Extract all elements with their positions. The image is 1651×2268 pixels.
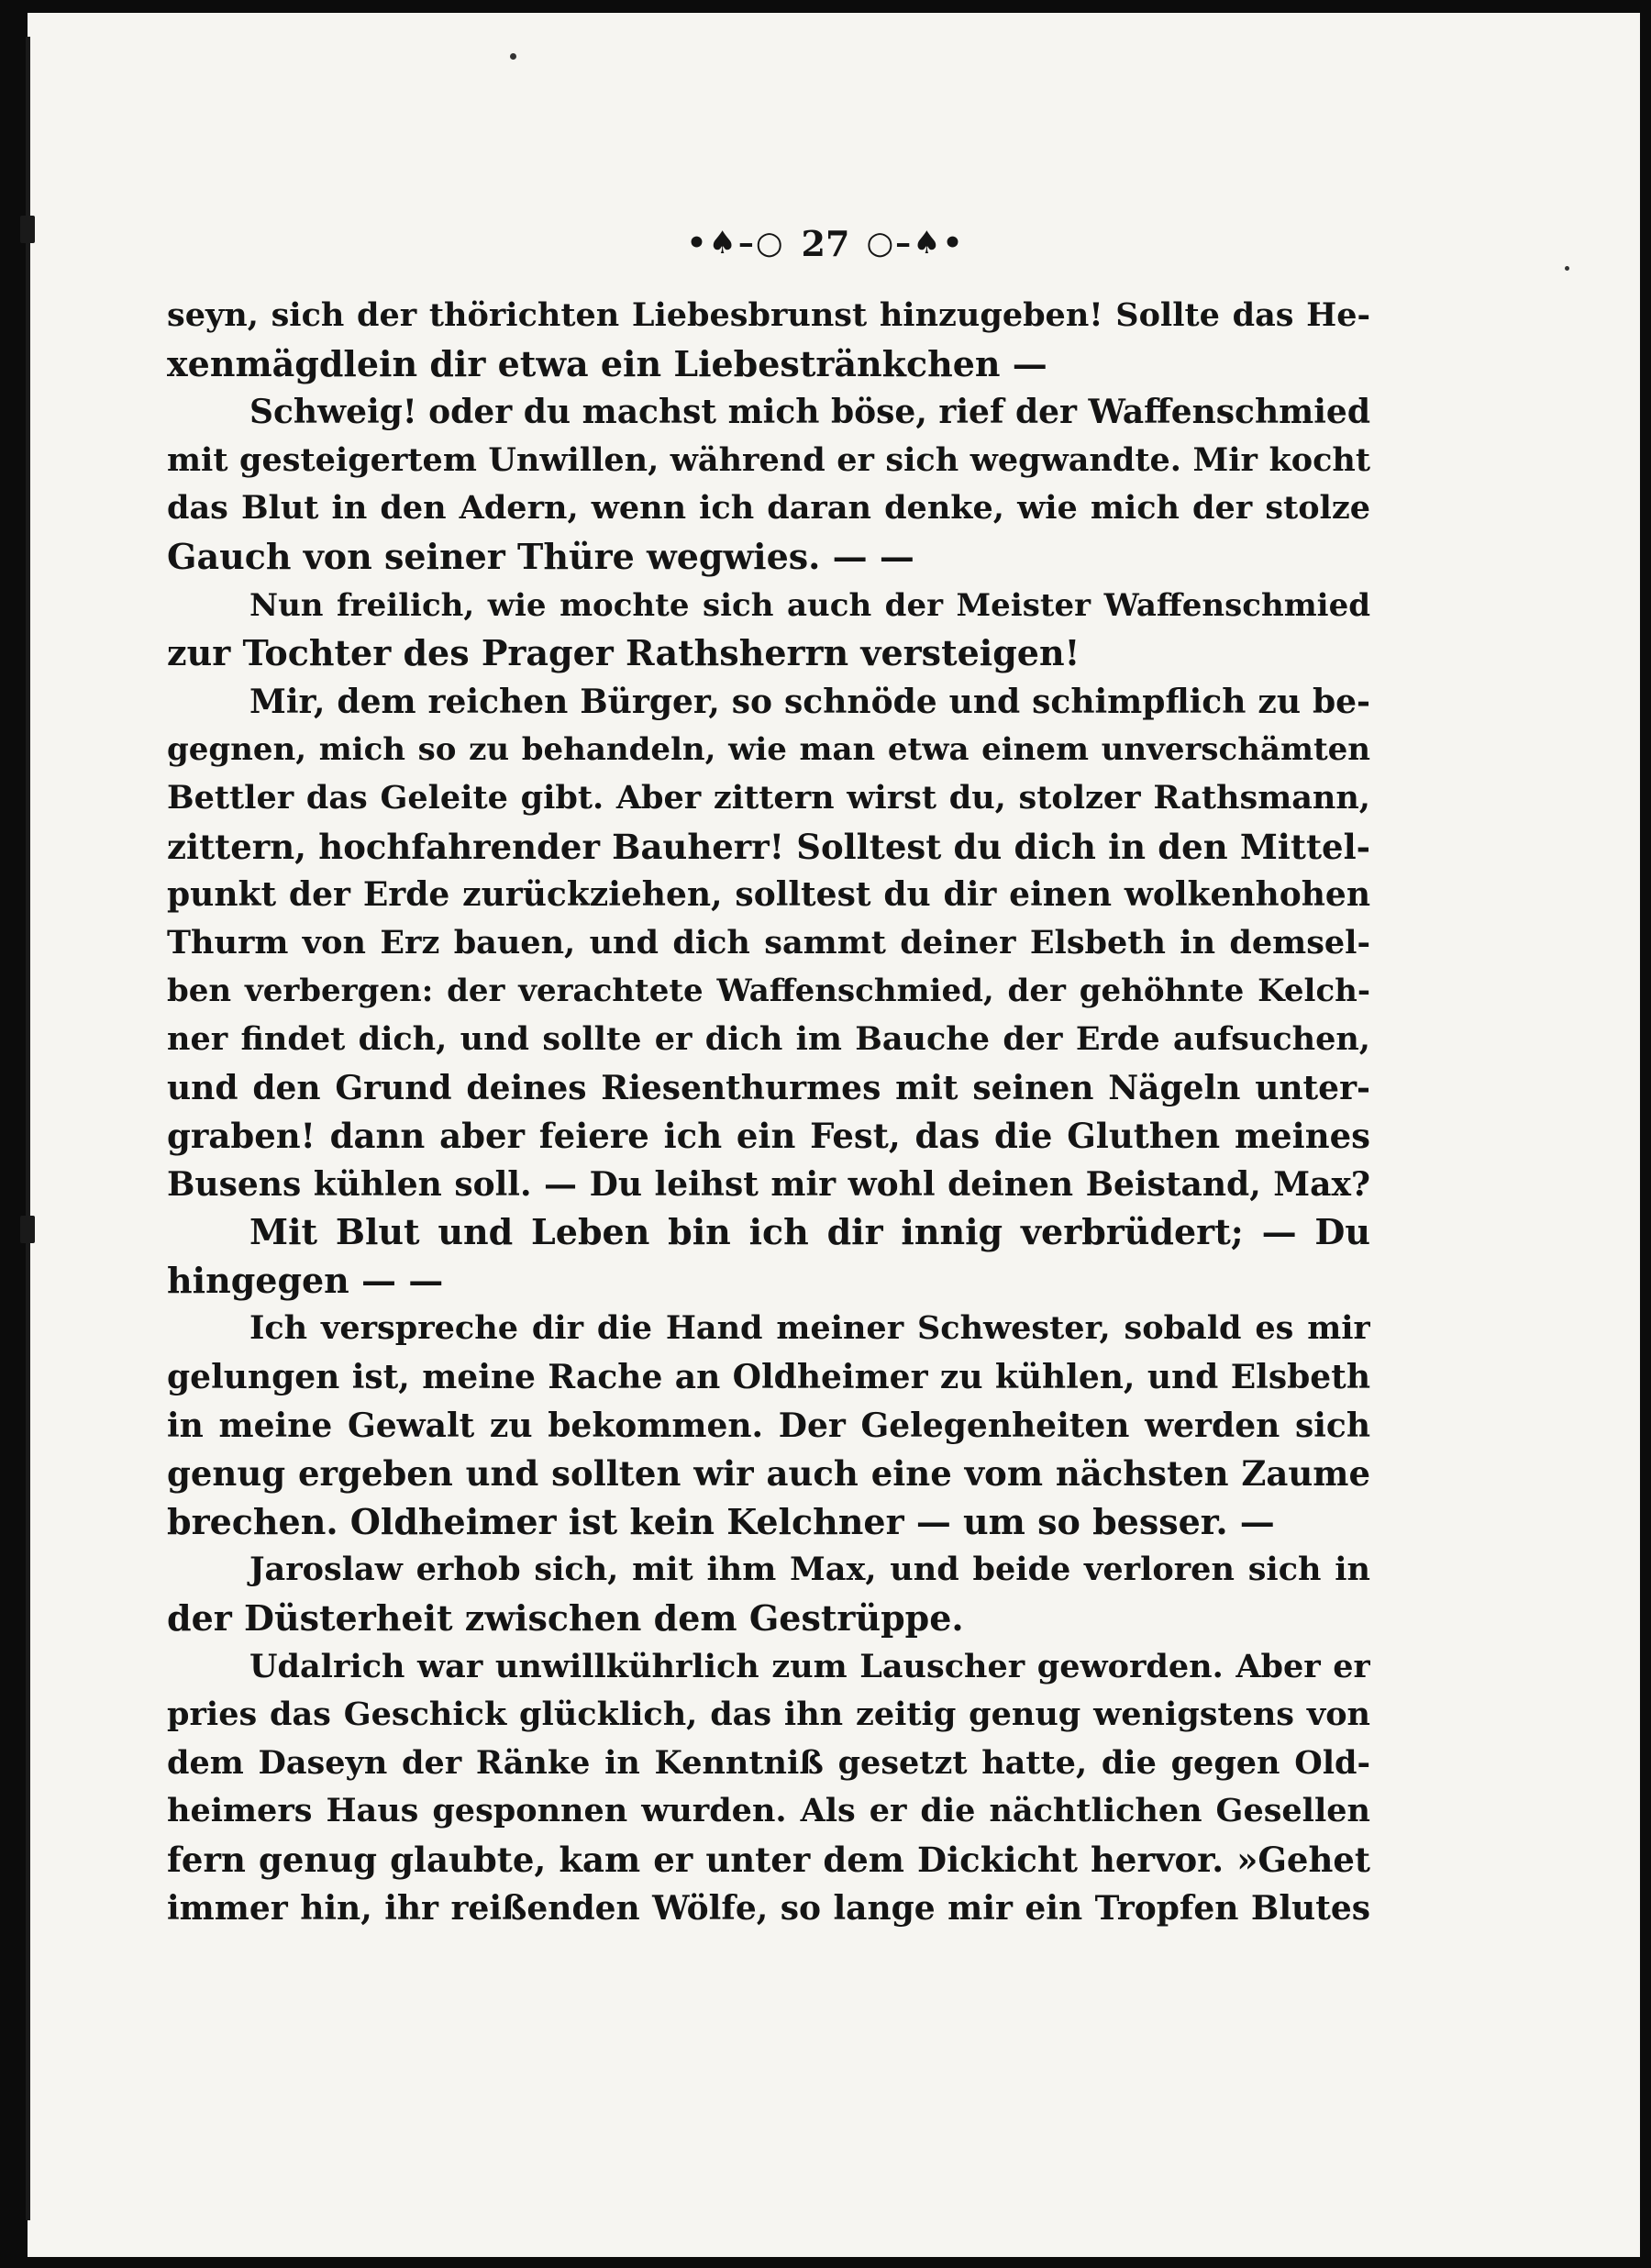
text-line: der Düsterheit zwischen dem Gestrüppe. [167, 1597, 964, 1640]
text-line: mit gesteigertem Unwillen, während er sich wegwandte. Mir kocht [167, 440, 1370, 479]
text-line: gelungen ist, meine Rache an Oldheimer zu kühlen, und Elsbeth [167, 1358, 1370, 1397]
text-line: zittern, hochfahrender Bauherr! Solltest du dich in den Mittel- [167, 826, 1370, 867]
text-line: und den Grund deines Riesenthurmes mit seinen Nägeln unter- [167, 1068, 1370, 1107]
text-line: Thurm von Erz bauen, und dich sammt deiner Elsbeth in demsel- [167, 923, 1370, 962]
text-line: Jaroslaw erhob sich, mit ihm Max, und beide verloren sich in [249, 1551, 1370, 1589]
text-line: immer hin, ihr reißenden Wölfe, so lange mir ein Tropfen Blutes [167, 1888, 1370, 1928]
text-line: Nun freilich, wie mochte sich auch der Meister Waffenschmied [249, 586, 1370, 624]
body-text [167, 292, 1370, 1932]
text-line: pries das Geschick glücklich, das ihn zeitig genug wenigstens von [167, 1695, 1370, 1734]
text-line: punkt der Erde zurückziehen, solltest du dir einen wolkenhohen [167, 875, 1370, 915]
text-line: das Blut in den Adern, wenn ich daran denke, wie mich der stolze [167, 489, 1370, 528]
text-line: fern genug glaubte, kam er unter dem Dickicht hervor. »Gehet [167, 1840, 1370, 1880]
text-line: heimers Haus gesponnen wurden. Als er die nächtlichen Gesellen [167, 1792, 1370, 1830]
text-line: xenmägdlein dir etwa ein Liebestränkchen — [167, 342, 1047, 384]
text-line: in meine Gewalt zu bekommen. Der Gelegenheiten werden sich [167, 1406, 1370, 1445]
text-line: Gauch von seiner Thüre wegwies. — — [167, 535, 914, 577]
page-header [0, 220, 1651, 266]
text-line: brechen. Oldheimer ist kein Kelchner — um so besser. — [167, 1500, 1275, 1542]
ornament-right: ○–♠• [866, 225, 965, 261]
text-line: graben! dann aber feiere ich ein Fest, das die Gluthen meines [167, 1116, 1370, 1157]
binding-edge [26, 37, 30, 2220]
text-line: Bettler das Geleite gibt. Aber zittern wirst du, stolzer Rathsmann, [167, 778, 1370, 817]
text-line: Busens kühlen soll. — Du leihst mir wohl deinen Beistand, Max? [167, 1164, 1370, 1204]
text-line: ben verbergen: der verachtete Waffenschmied, der gehöhnte Kelch- [167, 973, 1370, 1010]
text-line: Udalrich war unwillkührlich zum Lauscher geworden. Aber er [249, 1647, 1370, 1685]
dust-speck [1565, 266, 1569, 271]
text-line: Schweig! oder du machst mich böse, rief der Waffenschmied [249, 393, 1370, 432]
text-line: seyn, sich der thörichten Liebesbrunst hinzugeben! Sollte das He- [167, 296, 1370, 334]
text-line: dem Daseyn der Ränke in Kenntniß gesetzt hatte, die gegen Old- [167, 1743, 1370, 1782]
text-line: ner findet dich, und sollte er dich im Bauche der Erde aufsuchen, [167, 1019, 1370, 1058]
text-line: genug ergeben und sollten wir auch eine vom nächsten Zaume [167, 1453, 1370, 1495]
page-number: 27 [801, 222, 850, 264]
text-line: Ich verspreche dir die Hand meiner Schwester, sobald es mir [249, 1309, 1370, 1348]
text-line: Mir, dem reichen Bürger, so schnöde und schimpflich zu be- [249, 682, 1370, 721]
ornament-left: •♠–○ [686, 225, 785, 261]
text-line: gegnen, mich so zu behandeln, wie man etwa einem unverschämten [167, 731, 1370, 769]
text-line: hingegen — — [167, 1259, 444, 1301]
text-line: Mit Blut und Leben bin ich dir innig verbrüdert; — Du [249, 1211, 1370, 1253]
dust-speck [510, 53, 516, 60]
binding-mark-bottom [20, 1216, 35, 1243]
text-line: zur Tochter des Prager Rathsherrn versteigen! [167, 632, 1080, 674]
